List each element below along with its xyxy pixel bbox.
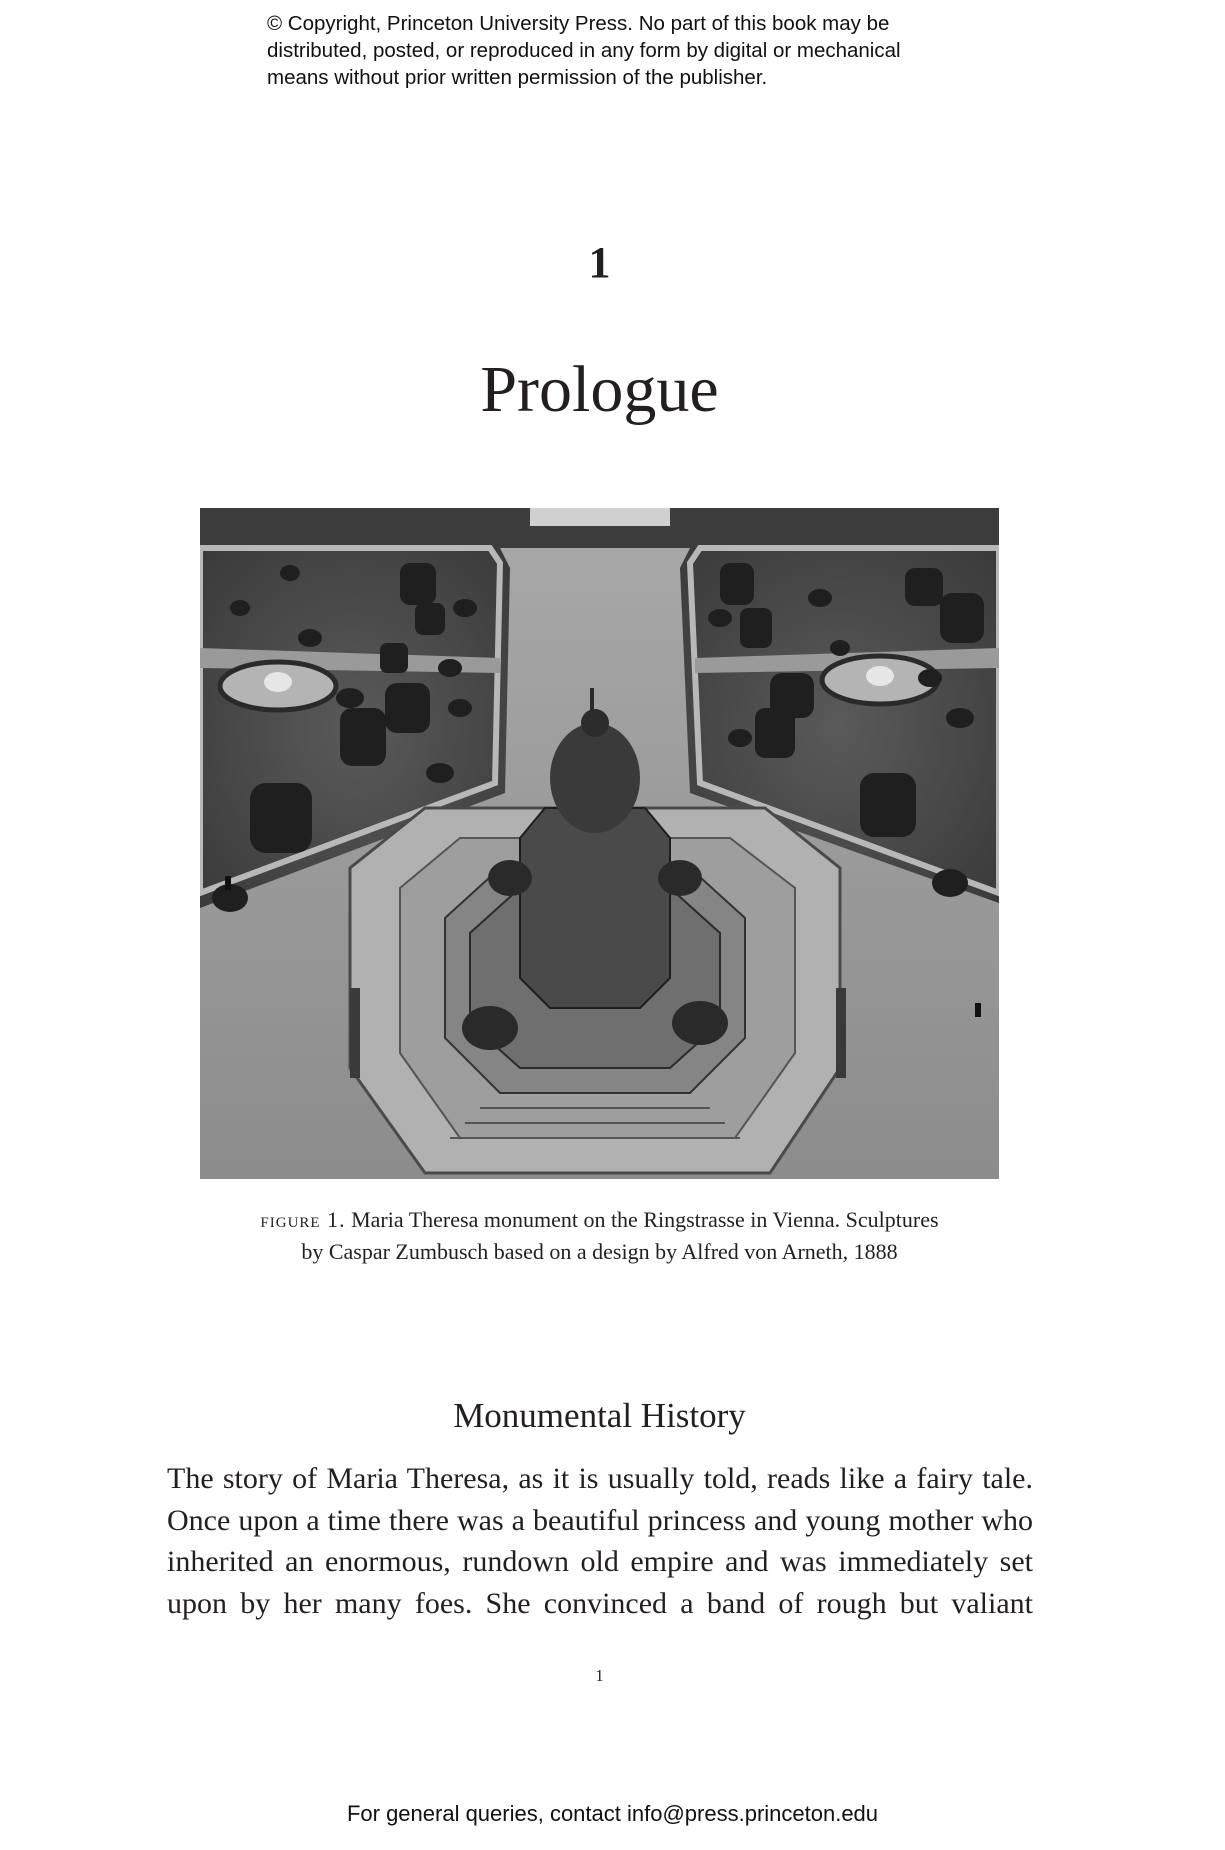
copyright-notice [267, 10, 1027, 91]
caption-line-2: by Caspar Zumbusch based on a design by Alfred von Arneth, 1888 [301, 1239, 898, 1264]
body-paragraph [167, 1458, 1033, 1624]
caption-line-1 [0, 1204, 1199, 1236]
figure-caption [0, 1204, 1199, 1268]
copyright-line-3: means without prior written permission of the publisher. [267, 66, 768, 89]
paragraph-line: upon by her many foes. She convinced a band of rough but valiant [167, 1586, 1033, 1620]
paragraph-line: Once upon a time there was a beautiful princess and young mother who [167, 1503, 1033, 1537]
footer-contact: For general queries, contact info@press.princeton.edu [346, 1801, 879, 1826]
caption-text-1: Maria Theresa monument on the Ringstrasse in Vienna. Sculptures [351, 1207, 939, 1232]
chapter-number: 1 [588, 238, 611, 287]
page-number: 1 [595, 1666, 604, 1685]
monument-photo [200, 508, 999, 1179]
copyright-line-2: distributed, posted, or reproduced in any form by digital or mechanical [267, 39, 901, 62]
section-heading: Monumental History [453, 1396, 746, 1435]
paragraph-line: The story of Maria Theresa, as it is usually told, reads like a fairy tale. [167, 1462, 1033, 1495]
figure-label: figure 1. [260, 1207, 346, 1232]
paragraph-line: inherited an enormous, rundown old empire and was immediately set [167, 1545, 1033, 1578]
chapter-title: Prologue [480, 353, 719, 426]
copyright-line-1: © Copyright, Princeton University Press. No part of this book may be [267, 12, 890, 35]
